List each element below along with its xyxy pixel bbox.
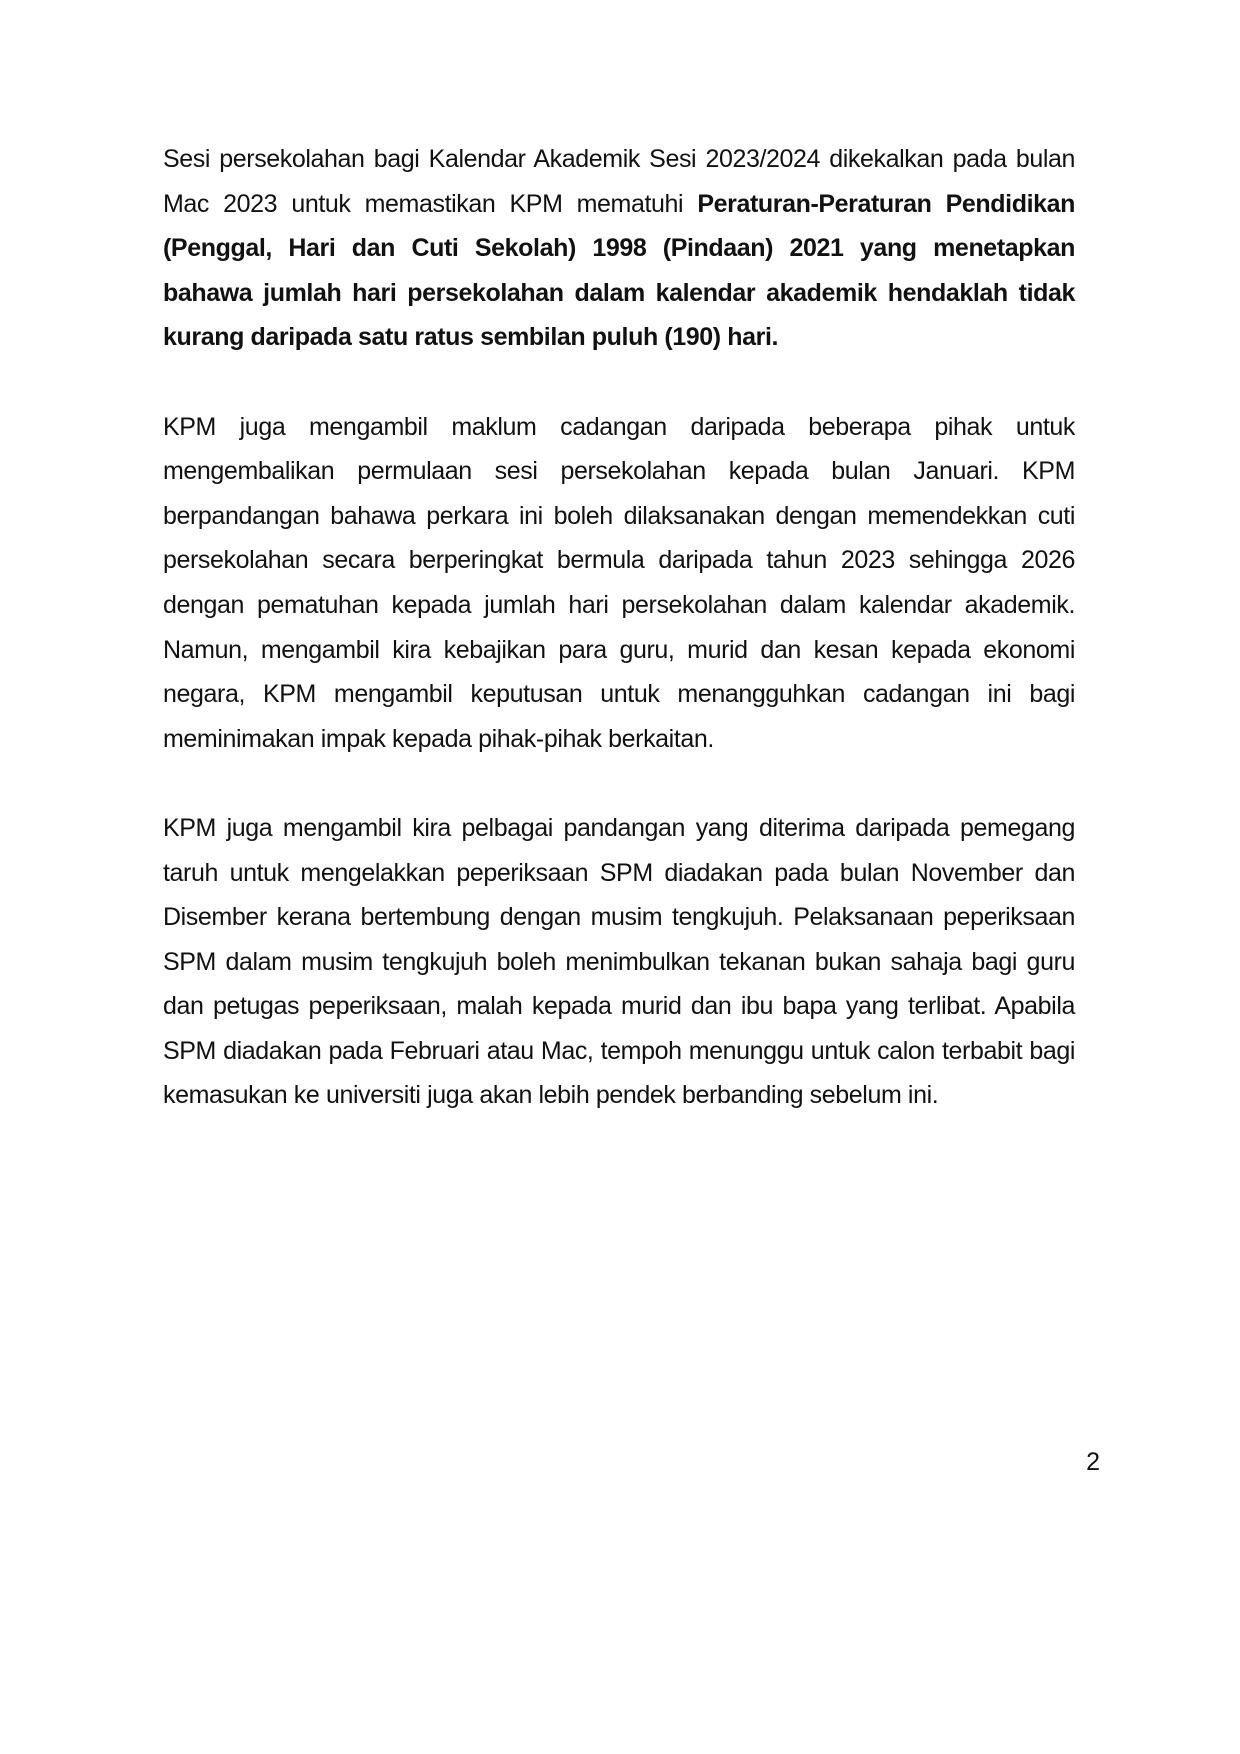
document-body [163,137,1075,1118]
regulation-bold-text: Peraturan-Peraturan Pendidikan (Penggal, Hari dan Cuti Sekolah) 1998 (Pindaan) 2021 yang menetapkan bahawa jumlah hari persekolahan dalam kalendar akademik hendaklah tidak kurang daripada satu ratus sembilan puluh (190) hari. [163,189,1075,352]
paragraph-january-session-proposal: KPM juga mengambil maklum cadangan daripada beberapa pihak untuk mengembalikan permulaan sesi persekolahan kepada bulan Januari. KPM berpandangan bahawa perkara ini boleh dilaksanakan dengan memendekkan cuti persekolahan secara berperingkat bermula daripada tahun 2023 sehingga 2026 dengan pematuhan kepada jumlah hari persekolahan dalam kalendar akademik. Namun, mengambil kira kebajikan para guru, murid dan kesan kepada ekonomi negara, KPM mengambil keputusan untuk menangguhkan cadangan ini bagi meminimakan impak kepada pihak-pihak berkaitan. [163,412,1075,753]
paragraph-spm-exam-timing: KPM juga mengambil kira pelbagai pandangan yang diterima daripada pemegang taruh untuk mengelakkan peperiksaan SPM diadakan pada bulan November dan Disember kerana bertembung dengan musim tengkujuh. Pelaksanaan peperiksaan SPM dalam musim tengkujuh boleh menimbulkan tekanan bukan sahaja bagi guru dan petugas peperiksaan, malah kepada murid dan ibu bapa yang terlibat. Apabila SPM diadakan pada Februari atau Mac, tempoh menunggu untuk calon terbabit bagi kemasukan ke universiti juga akan lebih pendek berbanding sebelum ini. [163,813,1075,1110]
paragraph-school-session-regulation [163,137,1075,360]
paragraph-text: Sesi persekolahan bagi Kalendar Akademik Sesi 2023/2024 dikekalkan pada bulan Mac 2023 untuk memastikan KPM mematuhi [163,145,1075,218]
page-number: 2 [1086,1448,1100,1476]
